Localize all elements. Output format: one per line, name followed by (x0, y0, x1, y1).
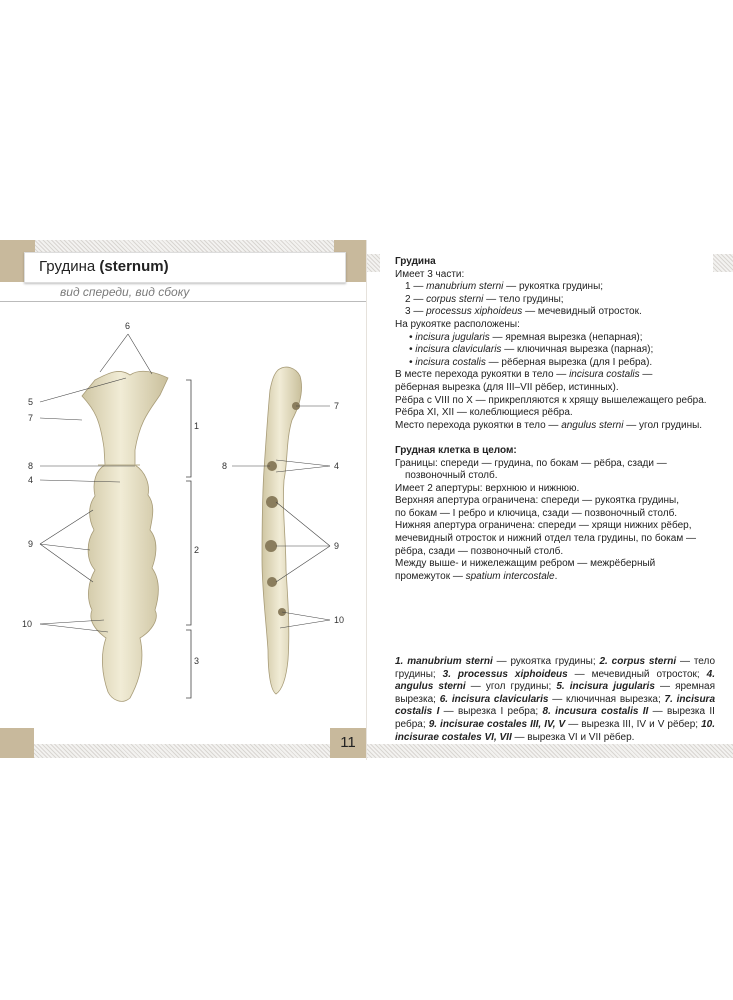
paragraph: Рёбра XI, XII — колеблющиеся рёбра. (395, 407, 573, 419)
paragraph: Место перехода рукоятки в тело — angulus sterni — угол грудины. (395, 419, 703, 431)
label-9: 9 (28, 539, 34, 549)
label-1: 1 (194, 421, 200, 431)
paragraph: В месте перехода рукоятки в тело — incisura costalis — (395, 369, 653, 381)
paragraph: Рёбра с VIII по X — прикрепляются к хрящу вышележащего ребра. (395, 394, 707, 406)
label-4-side: 4 (334, 461, 340, 471)
sternum-side-view (262, 367, 302, 694)
right-page (367, 240, 733, 760)
paragraph: промежуток — spatium intercostale. (395, 570, 558, 582)
paragraph: Верхняя апертура ограничена: спереди — рукоятка грудины, (395, 495, 679, 507)
label-7-side: 7 (334, 401, 340, 411)
figure-legend: 1. manubrium sterni — рукоятка грудины; 2. corpus sterni — тело грудины; 3. processus xiphoideus — мечевидный отросток; 4. angulus sterni — угол грудины; 5. incisura jugularis — яремная вырезка; 6. incisura clavicularis — ключичная вырезка; 7. incisura costalis I — вырезка I ребра; 8. incusura costalis II — вырезка II ребра; 9. incisurae costales III, IV, V — вырезка III, IV и V рёбер; 10. incisurae costales VI, VII — вырезка VI и VII рёбер. (395, 656, 716, 743)
book-spread (0, 240, 733, 760)
sternum-front-view (82, 371, 168, 701)
section-heading: Грудина (395, 256, 436, 267)
paragraph: Между выше- и нижележащим ребром — межрёберный (395, 558, 656, 570)
label-7: 7 (28, 413, 34, 423)
paragraph: позвоночный столб. (405, 470, 498, 482)
paragraph: по бокам — I ребро и ключица, сзади — позвоночный столб. (395, 507, 678, 519)
label-10: 10 (22, 619, 33, 629)
label-10-side: 10 (334, 615, 345, 625)
left-page (0, 240, 366, 760)
label-4: 4 (28, 475, 34, 485)
header-hatch (367, 254, 380, 272)
label-8: 8 (28, 461, 34, 471)
paragraph: Имеет 3 части: (395, 268, 465, 280)
list-item: 2 — corpus sterni — тело грудины; (405, 293, 564, 305)
section-heading: Грудная клетка в целом: (395, 444, 517, 456)
title-box (24, 252, 346, 283)
divider (0, 301, 366, 302)
paragraph: рёбра, сзади — позвоночный столб. (395, 545, 564, 557)
page-number: 11 (330, 728, 366, 758)
page-title: Грудина (sternum) (39, 258, 169, 275)
paragraph: Имеет 2 апертуры: верхнюю и нижнюю. (395, 482, 580, 494)
list-item: • incisura costalis — рёберная вырезка (для I ребра). (409, 356, 653, 368)
paragraph: Нижняя апертура ограничена: спереди — хрящи нижних рёбер, (395, 520, 692, 532)
list-item: 1 — manubrium sterni — рукоятка грудины; (405, 281, 604, 293)
label-6: 6 (125, 321, 131, 331)
label-8-side: 8 (222, 461, 228, 471)
paragraph: На рукоятке расположены: (395, 318, 520, 330)
footer-accent (0, 728, 34, 758)
label-3: 3 (194, 656, 200, 666)
label-2: 2 (194, 545, 200, 555)
paragraph: Границы: спереди — грудина, по бокам — рёбра, сзади — (395, 457, 667, 469)
sternum-figure (0, 320, 366, 720)
list-item: • incisura jugularis — яремная вырезка (непарная); (409, 331, 643, 343)
body-text (395, 256, 725, 583)
paragraph: мечевидный отросток и нижний отдел тела грудины, по бокам — (395, 533, 696, 545)
paragraph: рёберная вырезка (для III–VII рёбер, истинных). (395, 381, 619, 393)
label-5: 5 (28, 397, 34, 407)
page-subtitle: вид спереди, вид сбоку (60, 285, 190, 299)
label-9-side: 9 (334, 541, 340, 551)
list-item: • incisura clavicularis — ключичная вырезка (парная); (409, 344, 654, 356)
sternum-illustration (0, 320, 366, 720)
footer-hatch (367, 744, 733, 758)
list-item: 3 — processus xiphoideus — мечевидный отросток. (405, 306, 642, 318)
footer-hatch (34, 744, 330, 758)
